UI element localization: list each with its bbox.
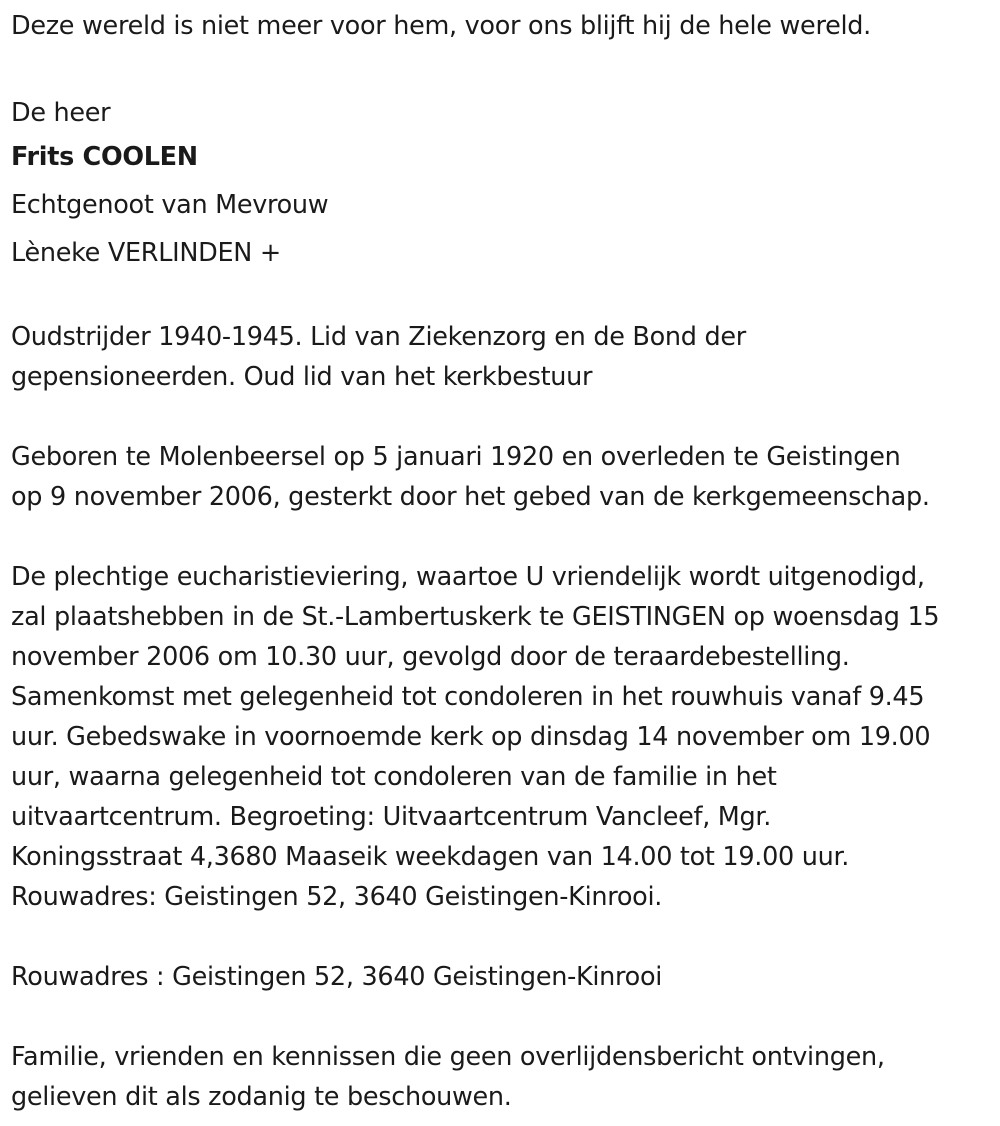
memberships-line: gepensioneerden. Oud lid van het kerkbestuur [11, 362, 593, 392]
ceremony-line: november 2006 om 10.30 uur, gevolgd door de teraardebestelling. [11, 642, 850, 672]
spacer [11, 997, 996, 1037]
ceremony-line: uitvaartcentrum. Begroeting: Uitvaartcentrum Vancleef, Mgr. [11, 802, 772, 832]
ceremony-line: Koningsstraat 4,3680 Maaseik weekdagen van 14.00 tot 19.00 uur. [11, 842, 850, 872]
ceremony-line: zal plaatshebben in de St.-Lambertuskerk te GEISTINGEN op woensdag 15 [11, 602, 940, 632]
closing-line: gelieven dit als zodanig te beschouwen. [11, 1082, 512, 1112]
spacer [11, 397, 996, 437]
mourning-address: Rouwadres : Geistingen 52, 3640 Geistingen-Kinrooi [11, 962, 663, 992]
birth-death-paragraph [11, 437, 996, 517]
spacer [11, 46, 996, 86]
closing-line: Familie, vrienden en kennissen die geen overlijdensbericht ontvingen, [11, 1042, 885, 1072]
obituary-document [11, 0, 996, 1117]
deceased-name: Frits COOLEN [11, 142, 198, 172]
spouse-title: Echtgenoot van Mevrouw [11, 190, 329, 220]
ceremony-line: Rouwadres: Geistingen 52, 3640 Geistingen-Kinrooi. [11, 882, 663, 912]
closing-paragraph [11, 1037, 996, 1117]
ceremony-line: De plechtige eucharistieviering, waartoe U vriendelijk wordt uitgenodigd, [11, 562, 925, 592]
birth-death-line: Geboren te Molenbeersel op 5 januari 1920 en overleden te Geistingen [11, 442, 901, 472]
memberships-paragraph [11, 317, 996, 397]
spacer [11, 517, 996, 557]
spacer [11, 917, 996, 957]
ceremony-line: Samenkomst met gelegenheid tot condoleren in het rouwhuis vanaf 9.45 [11, 682, 925, 712]
honorific: De heer [11, 98, 111, 128]
spouse-name: Lèneke VERLINDEN + [11, 238, 281, 268]
ceremony-line: uur, waarna gelegenheid tot condoleren van de familie in het [11, 762, 777, 792]
birth-death-line: op 9 november 2006, gesterkt door het gebed van de kerkgemeenschap. [11, 482, 930, 512]
motto-line: Deze wereld is niet meer voor hem, voor ons blijft hij de hele wereld. [11, 11, 871, 41]
spacer [11, 277, 996, 317]
ceremony-line: uur. Gebedswake in voornoemde kerk op dinsdag 14 november om 19.00 [11, 722, 931, 752]
ceremony-paragraph [11, 557, 996, 917]
memberships-line: Oudstrijder 1940-1945. Lid van Ziekenzorg en de Bond der [11, 322, 746, 352]
